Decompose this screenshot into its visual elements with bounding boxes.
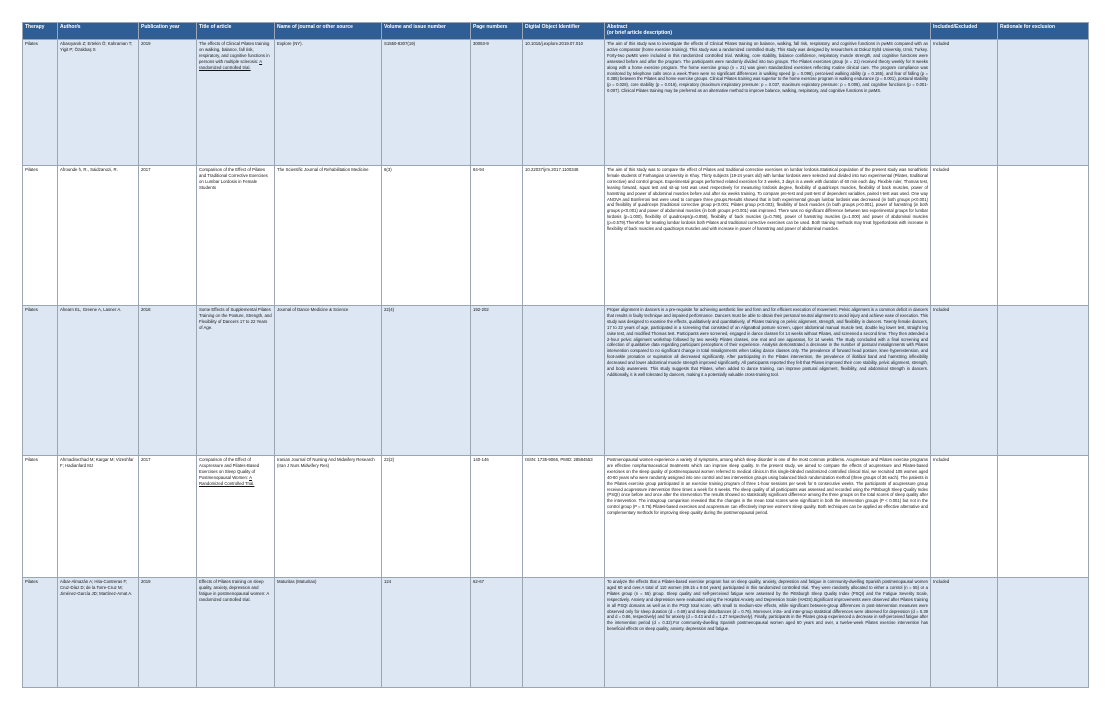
- cell-title[interactable]: [197, 166, 275, 306]
- cell-abstract[interactable]: Postmenopausal women experience a variety of symptoms, among which sleep disorder is one of the most common problems. Acupressure and Pilates exercise programs are effective nonpharmaceutical treatments which can improve sleep quality. In the present study, we aimed to compare the effects of acupressure and Pilates-based exercises on the sleep quality of postmenopausal women referred to medical clinics.In this single-blinded randomized controlled clinical trial, we recruited 108 women aged 40-60 years who were randomly assigned into one control and two intervention groups using balanced block randomization method (three groups of 36 each). The patients in the Pilates exercise group participated in an exercise training program of three 1-hour sessions per week for 6 consecutive weeks. The participants of acupressure group received acupressure intervention three times a week for 6 weeks. The sleep quality of all participants was assessed and recorded using the Pittsburgh Sleep Quality Index (PSQI) once before and once after the intervention.The results showed no statistically significant difference among the three groups on the total scores of sleep quality after the intervention. The intragroup comparison revealed that the changes in the mean total scores were significant in both the intervention groups (P < 0.001) but not in the control group (P = 0.76).Pilates-based exercises and acupressure can effectively improve women's sleep quality. Both techniques can be applied as effective alternative and complementary methods for improving sleep quality during the postmenopausal period.: [605, 456, 931, 578]
- cell-rationale[interactable]: [998, 306, 1089, 456]
- col-header-included[interactable]: Included/Excluded: [931, 23, 998, 40]
- literature-table: [22, 22, 1089, 688]
- cell-rationale[interactable]: [998, 578, 1089, 688]
- cell-rationale[interactable]: [998, 166, 1089, 306]
- cell-abstract[interactable]: To analyze the effects that a Pilates-based exercise program has on sleep quality, anxiety, depression and fatigue in community-dwelling Spanish postmenopausal women aged 60 and over.A total of 110 women (69.15 ± 8.64 years) participated in this randomized controlled trial. They were randomly allocated to either a control (n = 55) or a Pilates group (n = 55) group. Sleep quality and self-perceived fatigue were assessed by the Pittsburgh Sleep Quality Index (PSQI) and the Fatigue Severity Scale, respectively. Anxiety and depression were evaluated using the Hospital Anxiety and Depression Scale (HADS).Significant improvements were observed after Pilates training in all PSQI domains as well as in the PSQI total score, with small to medium-size effects, while significant between-group differences in post-intervention measures were observed only for sleep duration (d = 0.69) and sleep disturbances (d = 0.76). Moreover, intra- and inter-group statistical differences were observed for depression (d = 0.39 and d = 0.86, respectively) and for anxiety (d = 0.43 and d = 1.27 respectively). Finally, participants in the Pilates group experienced a decrease in self-perceived fatigue after the intervention period (d = 0.32).For community-dwelling Spanish postmenopausal women aged 60 years and over, a twelve-week Pilates exercise intervention has beneficial effects on sleep quality, anxiety, depression and fatigue.: [605, 578, 931, 688]
- cell-authors[interactable]: Abasıyanık Z; Ertekin Ö; Kahraman T; Yigit P; Özakbaş S: [58, 40, 139, 166]
- cell-therapy[interactable]: Pilates: [23, 166, 58, 306]
- cell-abstract[interactable]: Proper alignment in dancers is a pre-requisite for achieving aesthetic line and form and for efficient execution of movement. Pelvic alignment is a common deficit in dancers that results in faulty technique and impaired performance. Dancers must be able to obtain their personal neutral alignment to avoid injury and achieve ease of execution. This study was designed to examine the effects, qualitatively and quantitatively, of Pilates training on pelvic alignment, strength, and flexibility in dancers. Twenty female dancers, 17 to 22 years of age, participated in a screening that consisted of an AlignaBod posture screen, upper abdominal manual muscle test, double leg lower test, straight leg raise test, and modified Thomas test. Participants were screened, engaged in dance classes for 14 weeks without Pilates, and screened a second time. They then attended a 2-hour pelvic alignment workshop followed by two weekly Pilates classes, one mat and one apparatus, for 14 weeks. The study concluded with a final screening and collection of qualitative data regarding participant perceptions of their experience. Analysis demonstrated a decrease in the number of postural misalignments with Pilates intervention compared to no significant change in total misalignments when taking dance classes only. The prevalence of forward head posture, knee hyperextension, and foot-ankle pronation or supination all decreased significantly. After participating in the Pilates intervention, the prevalence of iliotibial band and hamstring inflexibility decreased and lower abdominal muscle strength improved significantly. All participants reported they felt that Pilates improved their core stability, pelvic alignment, strength, and body awareness. This study suggests that Pilates, when added to dance training, can improve postural alignment, flexibility, and abdominal strength in dancers. Additionally, it is well tolerated by dancers, making it a potentially valuable cross-training tool.: [605, 306, 931, 456]
- cell-volume[interactable]: S1550-8307(19): [382, 40, 471, 166]
- cell-included[interactable]: Included: [931, 306, 998, 456]
- cell-therapy[interactable]: Pilates: [23, 306, 58, 456]
- header-row: [23, 23, 1089, 40]
- cell-year[interactable]: 2017: [139, 456, 197, 578]
- cell-journal[interactable]: Journal of Dance Medicine & Science: [275, 306, 382, 456]
- cell-year[interactable]: 2019: [139, 40, 197, 166]
- cell-volume[interactable]: 22(4): [382, 306, 471, 456]
- cell-title[interactable]: [197, 306, 275, 456]
- title-link[interactable]: A Randomized Controlled Trial.: [199, 474, 255, 486]
- col-header-journal[interactable]: Name of journal or other source: [275, 23, 382, 40]
- cell-pages[interactable]: 30053-9: [471, 40, 523, 166]
- cell-doi[interactable]: [523, 578, 605, 688]
- cell-doi[interactable]: ISSN: 1735-9066, PMID: 28584553: [523, 456, 605, 578]
- cell-rationale[interactable]: [998, 40, 1089, 166]
- cell-volume[interactable]: 124: [382, 578, 471, 688]
- cell-year[interactable]: 2018: [139, 306, 197, 456]
- col-header-volume[interactable]: Volume and issue number: [382, 23, 471, 40]
- cell-abstract[interactable]: The aim of this study was to investigate the effects of Clinical Pilates training on balance, walking, fall risk, respiratory, and cognitive functions in pwMS compared with an active comparator (home exercise training). This study was a randomized controlled study. This study was designed by researchers at Dokuz Eylül University, Izmir, Turkey. Forty-two pwMS were included in this randomized controlled trial. Walking, core stability, balance confidence, respiratory muscle strength, and cognitive functions were assessed before and after the program. The participants were randomly divided into two groups. The Pilates exercises group (n = 21) received theory weekly for 8 weeks along with a home exercise program. The home exercise group (n = 21) was given standardized exercises reflecting routine clinical care. The program compliance was monitored by telephone calls once a week.There were no significant differences in walking speed (p = 0.096), perceived walking ability (p = 0.165), and fear of falling (p = 0.385) between the Pilates and home exercise groups. Clinical Pilates training was superior to the home exercise program in walking endurance (p = 0.001), postural stability (p = 0.028), core stability (p = 0.016), respiratory (maximum inspiratory pressure: p = 0.037, maximum expiratory pressure: p = 0.008), and cognitive functions (p = 0.001-0.007). Clinical Pilates training may be preferred as an alternative method to improve balance, walking, respiratory, and cognitive functions in pwMS.: [605, 40, 931, 166]
- cell-abstract[interactable]: The aim of this study was to compare the effect of Pilates and traditional corrective exercises on lumbar lordosis.Statistical population of the present study was nonathletic female students of Farhangian University in Khoy. Thirty subjects (19-24 years old) with lumbar lordosis were selected and divided into two experimental (Pilates, traditional corrective) and control groups. Experimental groups performed related exercises for 3 weeks, 3 days in a week with duration of 60 min each day. Flexible ruler, Thomas test, leaning forward, squat test and sit-up test was used respectively for measuring lordosis degree, flexibility of quadriceps muscles, flexibility of back muscles, power of hamstring and power of abdominal muscles before and after six weeks training. To compare pre-test and post-test of dependent variables, paired t-test was used. One way ANOVA and Bonferroni test were used to compare three groups.Results showed that in both experimental groups lumbar lordosis was decreased (in both groups p<0.001) and flexibility of quadriceps (traditional corrective group p<0.001; Pilates group p<0.003), flexibility of back muscles (in both groups p<0.001), power of hamstring (in both groups p<0.001) and power of abdominal muscles (in both groups p<0.001) was improved. There was no significant difference between two experimental groups for lumbar lordosis (p=1.000), flexibility of quadriceps(p=0.856), flexibility of back muscles (p=0.786), power of hamstring muscles (p=1.000) and power of abdominal muscles (p=0.579).Therefore for treating lumbar lordosis both Pilates and traditional corrective exercises can be used. Both training methods may treat hyperlordosis with increase in flexibility of back muscles and quadriceps muscles and with increase in power of hamstring and power of abdominal muscles.: [605, 166, 931, 306]
- cell-journal[interactable]: Iranian Journal Of Nursing And Midwifery Research (Iran J Nurs Midwifery Res): [275, 456, 382, 578]
- cell-therapy[interactable]: Pilates: [23, 456, 58, 578]
- cell-therapy[interactable]: Pilates: [23, 40, 58, 166]
- title-text: The effects of Clinical Pilates training on walking, balance, fall risk, respiratory, and cognitive functions in persons with multiple sclerosis:: [199, 41, 270, 64]
- col-header-doi[interactable]: Digital Object Identifier: [523, 23, 605, 40]
- title-text: Comparison of the Effect of Acupressure and Pilates-Based Exercises on Sleep Quality of Postmenopausal Women:: [199, 457, 260, 480]
- abstract-header-sublabel: (or brief article description): [607, 30, 673, 36]
- title-text: Comparison of the Effect of Pilates and Traditional Corrective Exercises on Lumbar Lordosis in Female Students: [199, 167, 268, 190]
- cell-rationale[interactable]: [998, 456, 1089, 578]
- cell-journal[interactable]: The Scientific Journal of Rehabilitation Medicine: [275, 166, 382, 306]
- table-row: [23, 166, 1089, 306]
- cell-included[interactable]: Included: [931, 456, 998, 578]
- cell-doi[interactable]: 10.22037/jrm.2017.1100348: [523, 166, 605, 306]
- cell-volume[interactable]: 22(2): [382, 456, 471, 578]
- cell-doi[interactable]: [523, 306, 605, 456]
- cell-authors[interactable]: Ahearn EL, Greene A, Lasner A.: [58, 306, 139, 456]
- cell-volume[interactable]: 6(3): [382, 166, 471, 306]
- cell-included[interactable]: Included: [931, 40, 998, 166]
- cell-pages[interactable]: 62-67: [471, 578, 523, 688]
- cell-pages[interactable]: 84-94: [471, 166, 523, 306]
- col-header-abstract[interactable]: [605, 23, 931, 40]
- col-header-year[interactable]: Publication year: [139, 23, 197, 40]
- cell-title[interactable]: [197, 456, 275, 578]
- cell-journal[interactable]: Maturitas (Maturitas): [275, 578, 382, 688]
- title-text: Some Effects of Supplemental Pilates Training on the Posture, Strength, and Flexibility of Dancers 17 to 22 Years of Age.: [199, 307, 272, 330]
- cell-doi[interactable]: 10.1016/j.explore.2019.07.010: [523, 40, 605, 166]
- col-header-title[interactable]: Title of article: [197, 23, 275, 40]
- col-header-authors[interactable]: Author/s: [58, 23, 139, 40]
- cell-year[interactable]: 2017: [139, 166, 197, 306]
- cell-included[interactable]: Included: [931, 578, 998, 688]
- cell-pages[interactable]: 192-202: [471, 306, 523, 456]
- col-header-therapy[interactable]: Therapy: [23, 23, 58, 40]
- title-text: Effects of Pilates training on sleep quality, anxiety, depression and fatigue in postmenopausal women: A randomized controlled trial.: [199, 579, 269, 602]
- table-row: [23, 578, 1089, 688]
- cell-pages[interactable]: 140-146: [471, 456, 523, 578]
- title-link[interactable]: A randomized controlled trial.: [199, 58, 263, 70]
- cell-authors[interactable]: Ahmadinezhad M; Kargar M; Vizeshfar F; Hadianfard MJ: [58, 456, 139, 578]
- spreadsheet: [22, 22, 1088, 688]
- col-header-rationale[interactable]: Rationale for exclusion: [998, 23, 1089, 40]
- cell-title[interactable]: [197, 40, 275, 166]
- cell-year[interactable]: 2019: [139, 578, 197, 688]
- cell-included[interactable]: Included: [931, 166, 998, 306]
- table-row: [23, 40, 1089, 166]
- table-row: [23, 306, 1089, 456]
- table-row: [23, 456, 1089, 578]
- cell-authors[interactable]: Aibar-Almazán A; Hita-Contreras F; Cruz-Díaz D; de la Torre-Cruz M; Jiménez-García JD; Martínez-Amat A.: [58, 578, 139, 688]
- cell-authors[interactable]: Afrounde h, R., Saidzanozi, R.: [58, 166, 139, 306]
- cell-therapy[interactable]: Pilates: [23, 578, 58, 688]
- col-header-pages[interactable]: Page numbers: [471, 23, 523, 40]
- cell-journal[interactable]: Explore (NY).: [275, 40, 382, 166]
- cell-title[interactable]: [197, 578, 275, 688]
- abstract-header-label: Abstract: [607, 24, 628, 30]
